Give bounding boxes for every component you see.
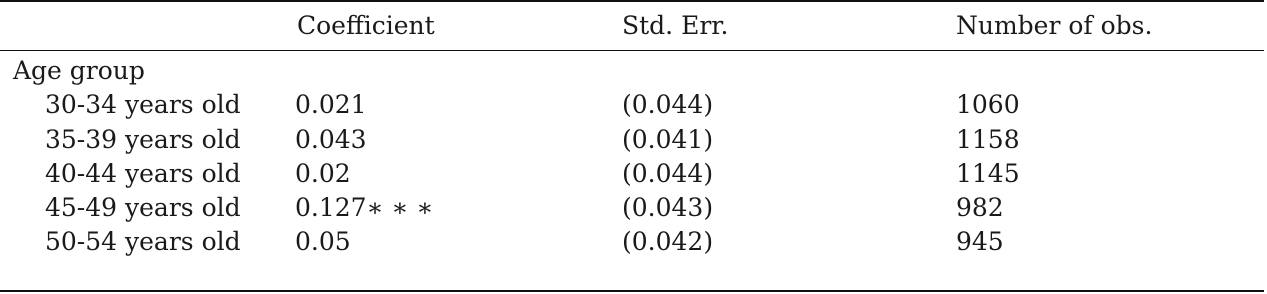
- row-std-err: (0.043): [622, 193, 714, 222]
- row-std-err: (0.041): [622, 125, 714, 154]
- row-n-obs: 982: [956, 193, 1004, 222]
- group-label: Age group: [13, 56, 145, 85]
- row-label: 30-34 years old: [45, 90, 241, 119]
- row-coefficient: 0.043: [295, 125, 367, 154]
- row-std-err: (0.044): [622, 90, 714, 119]
- row-n-obs: 1060: [956, 90, 1020, 119]
- table-header-rule: [0, 50, 1264, 51]
- row-coefficient: 0.021: [295, 90, 367, 119]
- row-n-obs: 1145: [956, 159, 1020, 188]
- row-coefficient: 0.05: [295, 227, 351, 256]
- row-label: 35-39 years old: [45, 125, 241, 154]
- row-n-obs: 945: [956, 227, 1004, 256]
- row-std-err: (0.044): [622, 159, 714, 188]
- row-label: 45-49 years old: [45, 193, 241, 222]
- row-n-obs: 1158: [956, 125, 1020, 154]
- table-bottom-rule: [0, 290, 1264, 292]
- row-label: 40-44 years old: [45, 159, 241, 188]
- table-top-rule: [0, 0, 1264, 2]
- row-coefficient: 0.02: [295, 159, 351, 188]
- row-coefficient: 0.127∗ ∗ ∗: [295, 193, 434, 222]
- header-coefficient: Coefficient: [297, 11, 435, 40]
- row-label: 50-54 years old: [45, 227, 241, 256]
- row-std-err: (0.042): [622, 227, 714, 256]
- header-std-err: Std. Err.: [622, 11, 729, 40]
- header-number-of-obs: Number of obs.: [956, 11, 1153, 40]
